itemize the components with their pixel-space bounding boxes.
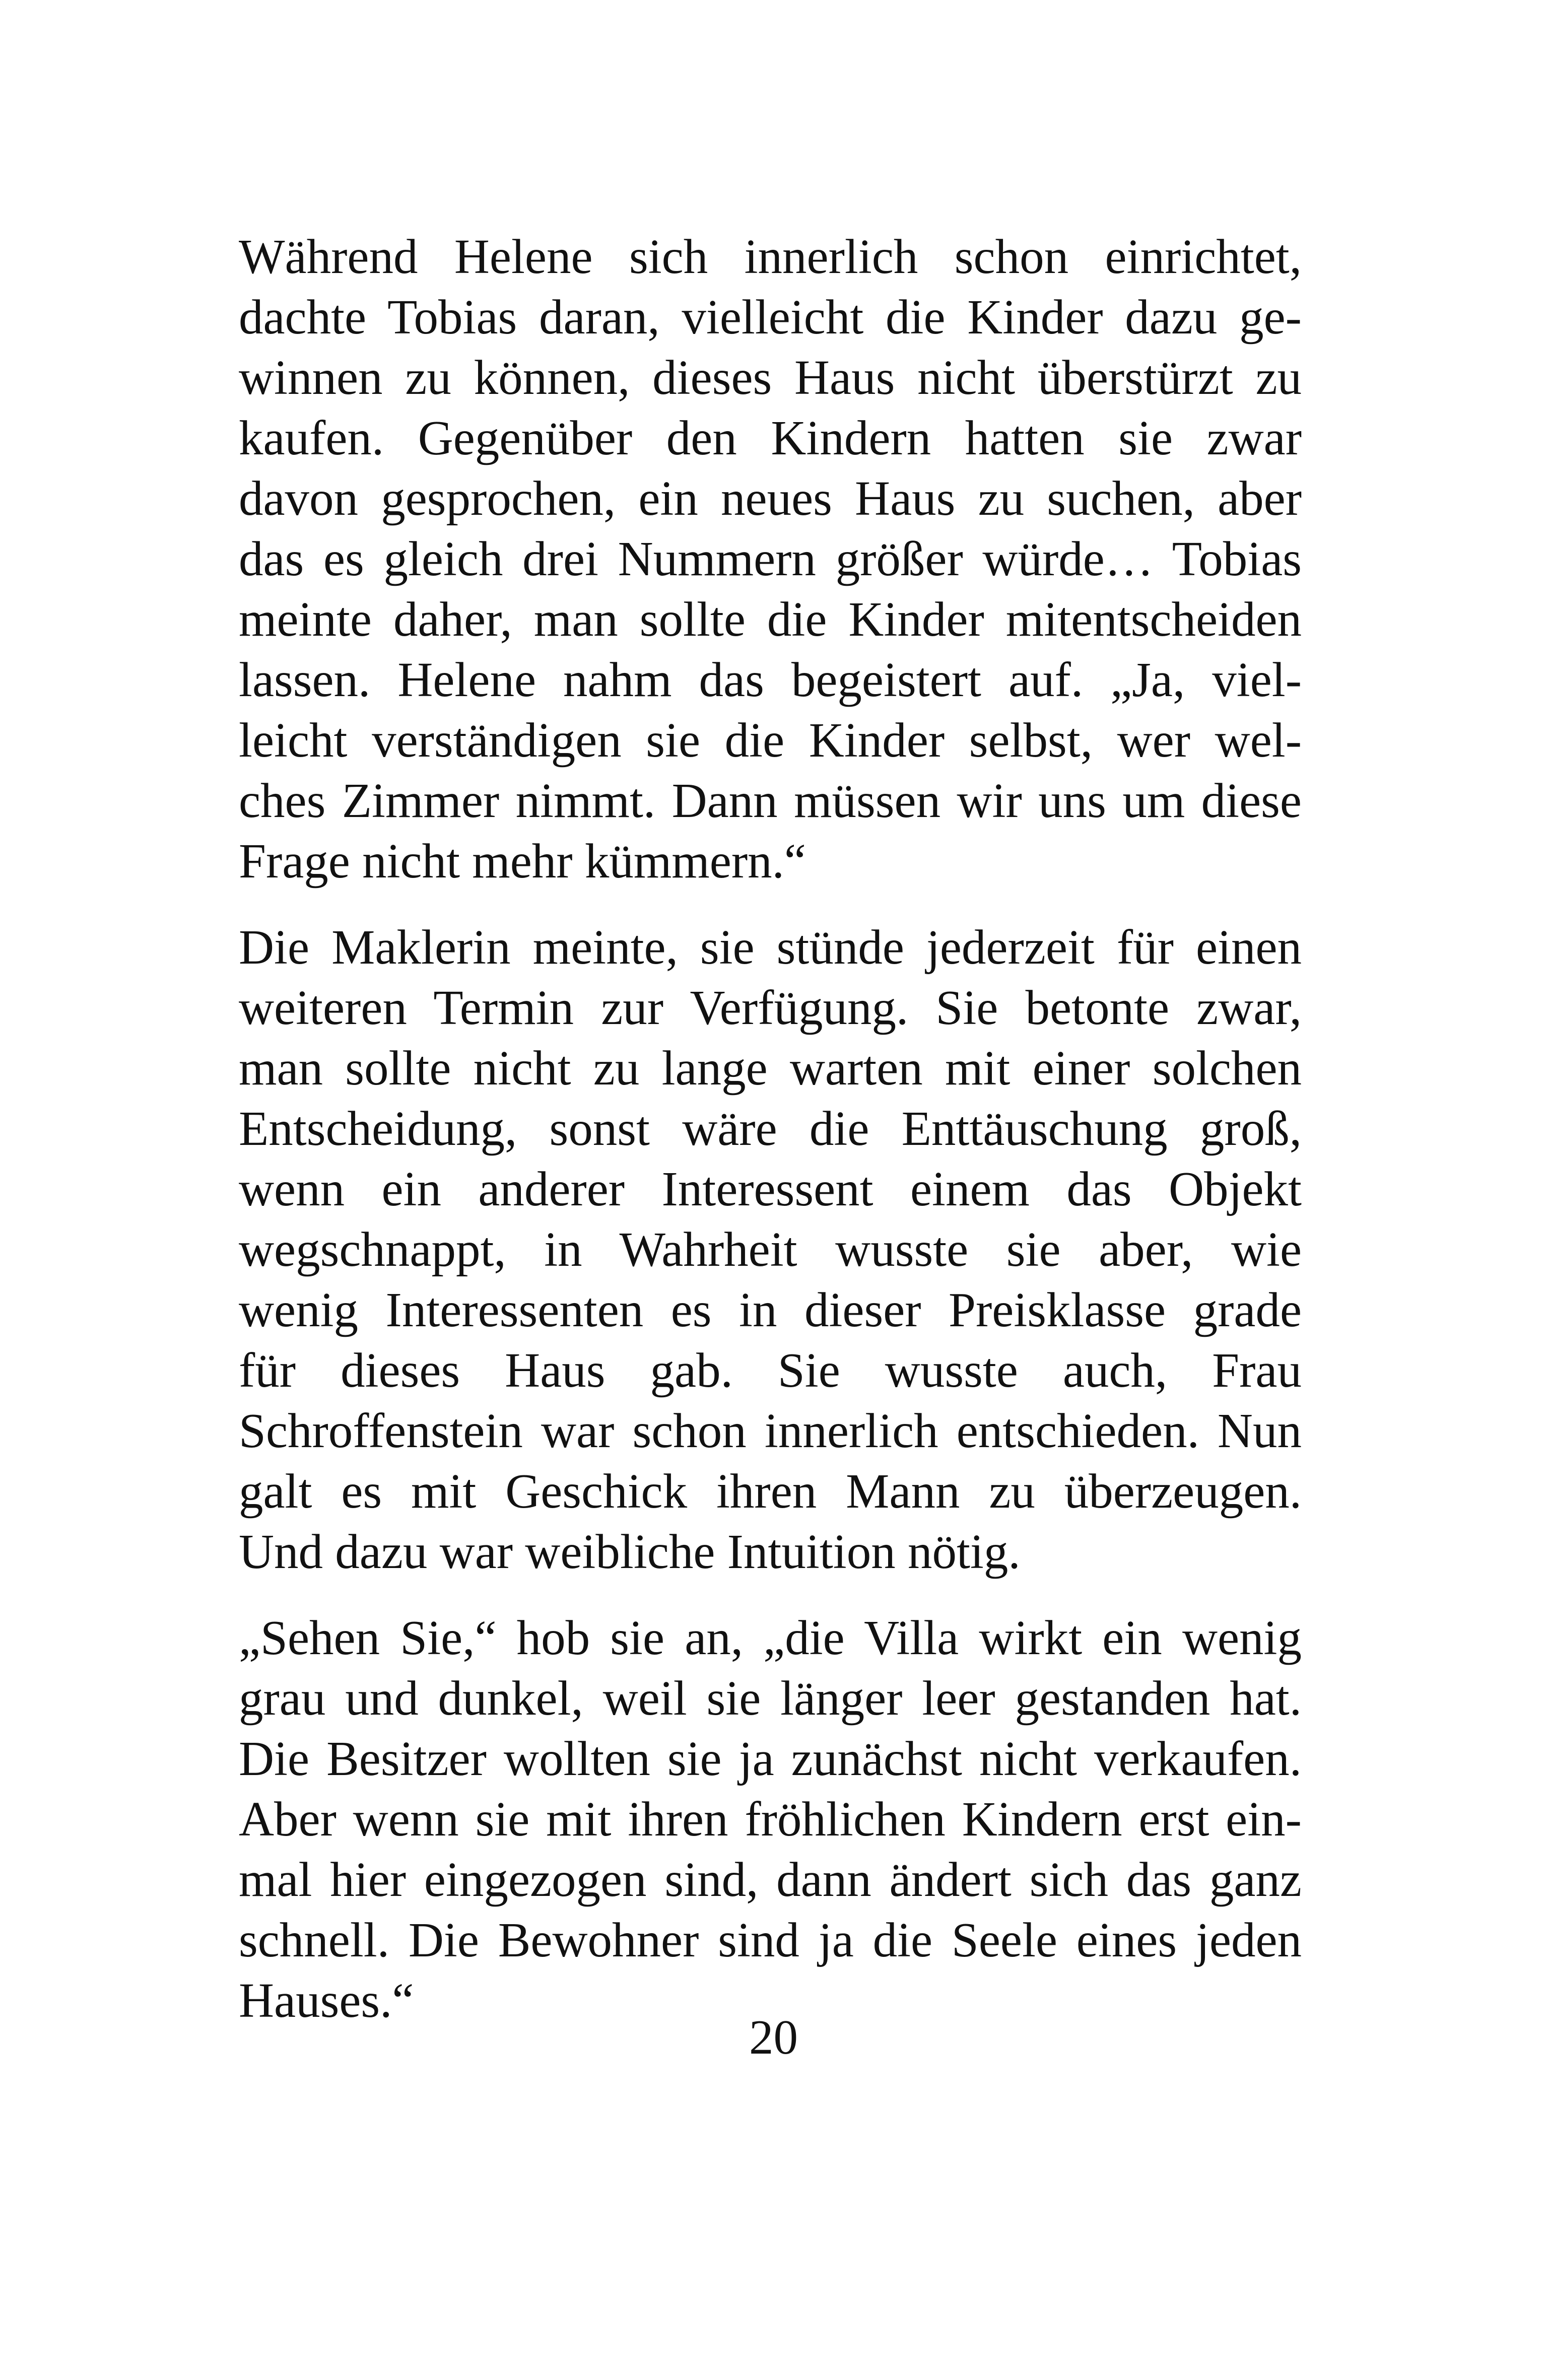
text-line: Frage nicht mehr kümmern.“ bbox=[239, 834, 806, 888]
text-line: Und dazu war weibliche Intuition nötig. bbox=[239, 1525, 1021, 1579]
text-line: davon gesprochen, ein neues Haus zu suchen, aber bbox=[239, 471, 1302, 525]
text-line: mal hier eingezogen sind, dann ändert sich das ganz bbox=[239, 1853, 1302, 1907]
text-line: wegschnappt, in Wahrheit wusste sie aber, wie bbox=[239, 1222, 1302, 1276]
text-line: lassen. Helene nahm das begeistert auf. „Ja, viel- bbox=[239, 653, 1302, 707]
text-line: Aber wenn sie mit ihren fröhlichen Kindern erst ein- bbox=[239, 1792, 1302, 1846]
text-line: leicht verständigen sie die Kinder selbst, wer wel- bbox=[239, 713, 1302, 767]
text-line: Die Maklerin meinte, sie stünde jederzeit für einen bbox=[239, 920, 1302, 974]
text-line: grau und dunkel, weil sie länger leer gestanden hat. bbox=[239, 1671, 1302, 1725]
text-line: „Sehen Sie,“ hob sie an, „die Villa wirkt ein wenig bbox=[239, 1611, 1302, 1665]
text-line: man sollte nicht zu lange warten mit einer solchen bbox=[239, 1041, 1302, 1095]
text-line: winnen zu können, dieses Haus nicht überstürzt zu bbox=[239, 351, 1302, 404]
page-number: 20 bbox=[749, 2010, 798, 2064]
paragraph-3 bbox=[239, 1608, 1302, 2031]
paragraph-1 bbox=[239, 227, 1302, 892]
text-line: meinte daher, man sollte die Kinder mitentscheiden bbox=[239, 592, 1302, 646]
text-line: Die Besitzer wollten sie ja zunächst nicht verkaufen. bbox=[239, 1732, 1302, 1786]
text-line: galt es mit Geschick ihren Mann zu überzeugen. bbox=[239, 1464, 1302, 1518]
text-line: für dieses Haus gab. Sie wusste auch, Frau bbox=[239, 1343, 1302, 1397]
text-line: Während Helene sich innerlich schon einrichtet, bbox=[239, 230, 1302, 284]
text-line: Schroffenstein war schon innerlich entschieden. Nun bbox=[239, 1404, 1302, 1458]
text-line: kaufen. Gegenüber den Kindern hatten sie zwar bbox=[239, 411, 1302, 465]
text-line: weiteren Termin zur Verfügung. Sie betonte zwar, bbox=[239, 981, 1302, 1035]
text-line: Entscheidung, sonst wäre die Enttäuschung groß, bbox=[239, 1102, 1302, 1155]
paragraph-2 bbox=[239, 917, 1302, 1582]
text-line: dachte Tobias daran, vielleicht die Kinder dazu ge- bbox=[239, 290, 1302, 344]
text-line: schnell. Die Bewohner sind ja die Seele eines jeden bbox=[239, 1913, 1302, 1967]
text-line: wenn ein anderer Interessent einem das Objekt bbox=[239, 1162, 1302, 1216]
text-line: wenig Interessenten es in dieser Preisklasse grade bbox=[239, 1283, 1302, 1337]
text-line: ches Zimmer nimmt. Dann müssen wir uns um diese bbox=[239, 774, 1302, 828]
body-text bbox=[239, 227, 1302, 2057]
text-line: Hauses.“ bbox=[239, 1974, 414, 2027]
text-line: das es gleich drei Nummern größer würde… Tobias bbox=[239, 532, 1302, 586]
